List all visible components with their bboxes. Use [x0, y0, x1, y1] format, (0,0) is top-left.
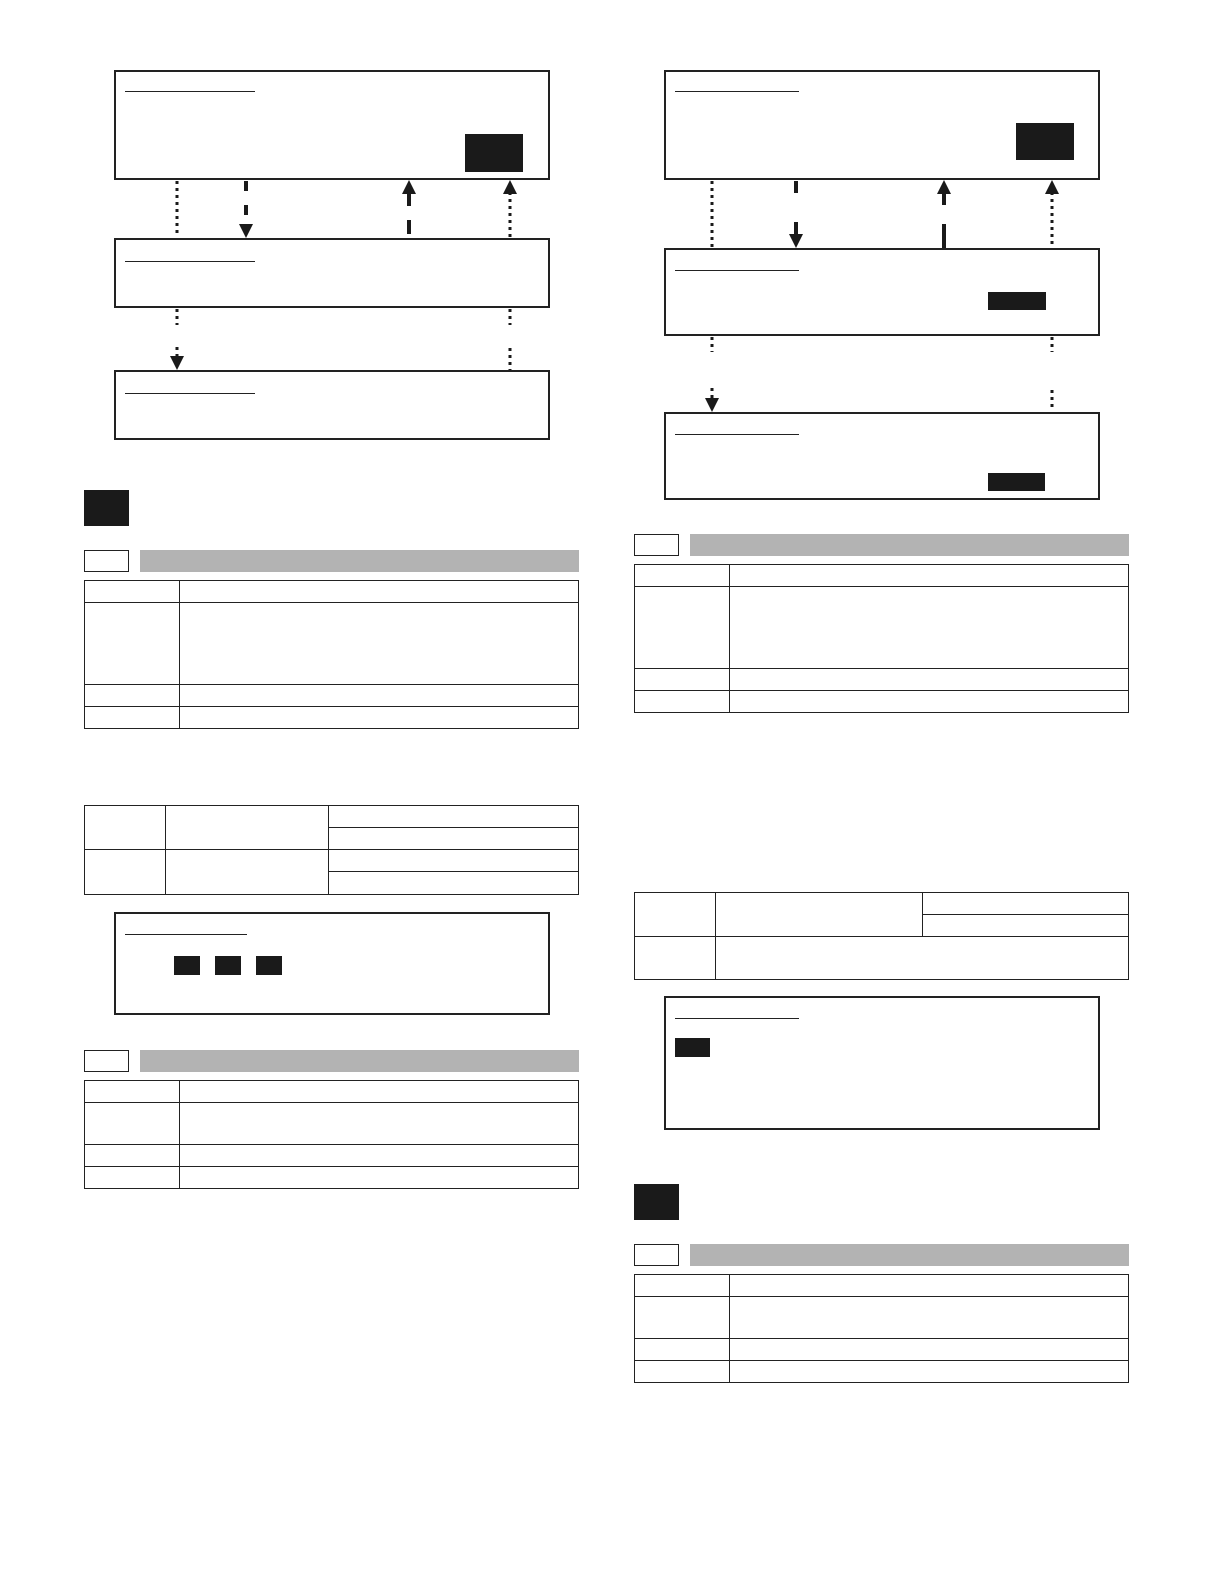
- table-cell: [635, 1275, 730, 1297]
- table-cell: [730, 691, 1129, 713]
- item-label-box: [634, 1244, 679, 1266]
- table-row: [635, 565, 1129, 587]
- table-cell: [635, 1361, 730, 1383]
- table-cell: [635, 937, 716, 980]
- table-cell: [730, 1275, 1129, 1297]
- arrow-head-up: [937, 180, 951, 194]
- arrow-head-down: [789, 234, 803, 248]
- right-spec-table-2: [634, 1274, 1129, 1383]
- table-cell: [635, 587, 730, 669]
- table-cell: [635, 565, 730, 587]
- arrow-head-down: [705, 398, 719, 412]
- table-row: [635, 1275, 1129, 1297]
- right-display-example: [664, 996, 1100, 1130]
- highlighted-digit-box: [675, 1038, 710, 1057]
- table-cell: [635, 669, 730, 691]
- table-row: [635, 691, 1129, 713]
- table-cell: [730, 669, 1129, 691]
- screen-title-underline: [675, 1018, 799, 1019]
- item-header-bar: [690, 534, 1129, 556]
- table-cell: [923, 915, 1129, 937]
- item-header-bar: [690, 1244, 1129, 1266]
- table-cell: [730, 587, 1129, 669]
- table-row: [635, 587, 1129, 669]
- table-cell: [635, 1297, 730, 1339]
- table-row: [635, 1297, 1129, 1339]
- table-row: [635, 893, 1129, 915]
- item-label-box: [634, 534, 679, 556]
- table-cell: [923, 893, 1129, 915]
- right-spec-table-1: [634, 564, 1129, 713]
- table-cell: [730, 1339, 1129, 1361]
- section-number-marker: [634, 1184, 679, 1220]
- table-cell: [635, 893, 716, 937]
- table-cell: [730, 1297, 1129, 1339]
- table-row: [635, 1339, 1129, 1361]
- table-row: [635, 669, 1129, 691]
- table-cell: [635, 1339, 730, 1361]
- table-cell: [730, 565, 1129, 587]
- table-row: [635, 937, 1129, 980]
- table-row: [635, 1361, 1129, 1383]
- table-cell: [716, 893, 923, 937]
- table-cell: [730, 1361, 1129, 1383]
- right-option-table: [634, 892, 1129, 980]
- table-cell: [635, 691, 730, 713]
- table-cell: [716, 937, 1129, 980]
- arrow-head-up: [1045, 180, 1059, 194]
